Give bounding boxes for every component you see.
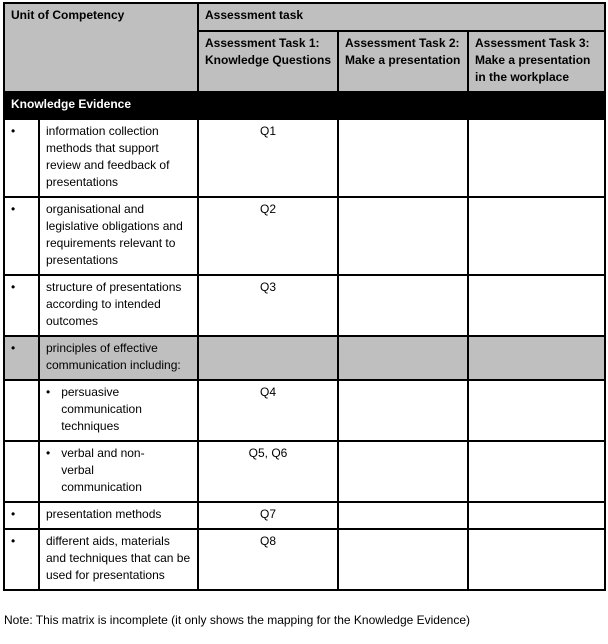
competency-text: principles of effective communication including: <box>39 336 198 380</box>
competency-text: information collection methods that support review and feedback of presentations <box>39 119 198 197</box>
bullet-icon: • <box>46 446 51 460</box>
table-row <box>4 441 605 502</box>
task1-mapping-cell: Q4 <box>198 380 338 441</box>
task3-mapping-cell <box>468 275 605 336</box>
task1-mapping-cell: Q1 <box>198 119 338 197</box>
task-header-line: Assessment Task 3: <box>475 36 590 50</box>
assessment-task-label: Assessment task <box>205 8 304 22</box>
task3-mapping-cell <box>468 441 605 502</box>
competency-text: presentation methods <box>39 502 198 529</box>
task3-mapping-cell <box>468 502 605 529</box>
bullet-icon: • <box>4 119 39 197</box>
task2-mapping-cell <box>338 502 468 529</box>
competency-text: different aids, materials and techniques that can be used for presentations <box>39 529 198 590</box>
task3-mapping-cell <box>468 380 605 441</box>
task1-mapping-cell <box>198 336 338 380</box>
note-text: Note: This matrix is incomplete (it only shows the mapping for the Knowledge Evidence) <box>4 613 471 627</box>
bullet-icon: • <box>46 385 51 399</box>
bullet-icon: • <box>4 275 39 336</box>
task-header-line: Knowledge Questions <box>205 53 332 67</box>
task2-mapping-cell <box>338 275 468 336</box>
task3-mapping-cell <box>468 197 605 275</box>
table-row <box>4 529 605 590</box>
table-row <box>4 380 605 441</box>
bullet-icon: • <box>4 336 39 380</box>
task1-mapping-cell: Q3 <box>198 275 338 336</box>
task-header-3 <box>468 31 605 92</box>
unit-of-competency-label: Unit of Competency <box>11 8 125 22</box>
competency-text: organisational and legislative obligations and requirements relevant to presentations <box>39 197 198 275</box>
task-header-line: Make a presentation <box>345 53 461 67</box>
task2-mapping-cell <box>338 197 468 275</box>
table-row <box>4 119 605 197</box>
table-row <box>4 502 605 529</box>
competency-sub-item <box>39 441 198 502</box>
competency-sub-item <box>39 380 198 441</box>
task-header-1 <box>198 31 338 92</box>
task2-mapping-cell <box>338 441 468 502</box>
task1-mapping-cell: Q7 <box>198 502 338 529</box>
task3-mapping-cell <box>468 336 605 380</box>
table-row <box>4 275 605 336</box>
task2-mapping-cell <box>338 336 468 380</box>
section-title: Knowledge Evidence <box>4 92 605 119</box>
section-row <box>4 92 605 119</box>
empty-bullet-cell <box>4 441 39 502</box>
task1-mapping-cell: Q5, Q6 <box>198 441 338 502</box>
task-header-line: Make a presentation <box>475 53 591 67</box>
task-header-2 <box>338 31 468 92</box>
task2-mapping-cell <box>338 529 468 590</box>
bullet-icon: • <box>4 502 39 529</box>
task1-mapping-cell: Q2 <box>198 197 338 275</box>
task2-mapping-cell <box>338 119 468 197</box>
bullet-icon: • <box>4 197 39 275</box>
bullet-icon: • <box>4 529 39 590</box>
task1-mapping-cell: Q8 <box>198 529 338 590</box>
header-row-1 <box>4 3 605 31</box>
mapping-matrix-table <box>3 2 606 591</box>
task-header-line: Assessment Task 2: <box>345 36 460 50</box>
task2-mapping-cell <box>338 380 468 441</box>
task-header-line: Assessment Task 1: <box>205 36 320 50</box>
task-header-line: in the workplace <box>475 70 570 84</box>
table-row <box>4 197 605 275</box>
unit-of-competency-header <box>4 3 198 92</box>
assessment-task-header <box>198 3 605 31</box>
competency-text: verbal and non-verbal communication <box>61 446 145 494</box>
table-row <box>4 336 605 380</box>
empty-bullet-cell <box>4 380 39 441</box>
competency-text: structure of presentations according to intended outcomes <box>39 275 198 336</box>
competency-text: persuasive communication techniques <box>61 385 142 433</box>
task3-mapping-cell <box>468 529 605 590</box>
task3-mapping-cell <box>468 119 605 197</box>
